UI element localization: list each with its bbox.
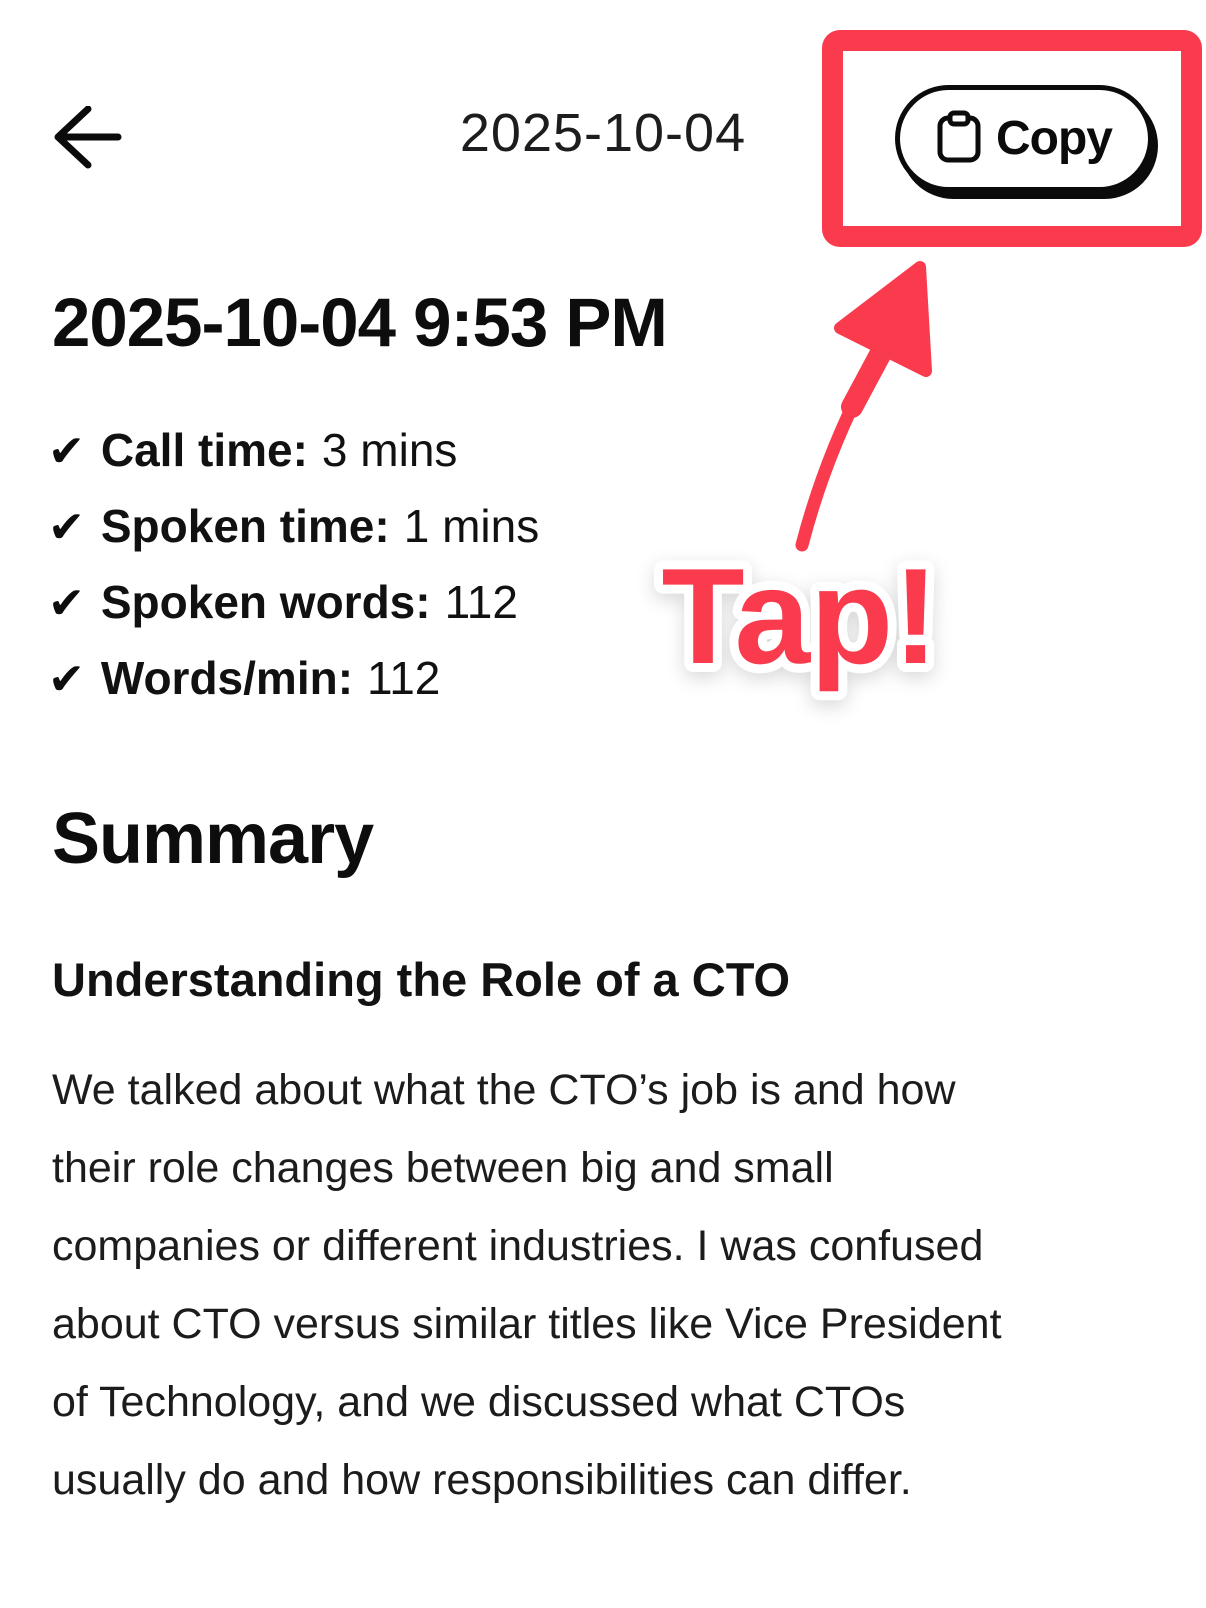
paragraph-line: their role changes between big and small <box>52 1144 834 1192</box>
copy-button[interactable] <box>895 85 1153 192</box>
note-title: 2025-10-04 9:53 PM <box>52 284 667 361</box>
summary-paragraph <box>52 1051 1002 1519</box>
stat-value: 3 mins <box>321 424 458 476</box>
stat-value: 112 <box>367 652 441 704</box>
paragraph-line: companies or different industries. I was confused <box>52 1222 984 1270</box>
paragraph-line: about CTO versus similar titles like Vice President <box>52 1300 1002 1348</box>
stat-value: 112 <box>444 576 518 628</box>
stat-row-spoken-time <box>48 488 539 564</box>
stat-value: 1 mins <box>403 500 540 552</box>
tap-sticker <box>600 510 1000 730</box>
section-heading: Understanding the Role of a CTO <box>52 953 791 1006</box>
stat-label: Spoken time: <box>100 500 390 552</box>
header-date-title: 2025-10-04 <box>459 103 747 163</box>
checkmark-icon: ✔ <box>48 578 85 629</box>
clipboard-icon <box>936 110 982 167</box>
summary-heading: Summary <box>52 799 374 879</box>
paragraph-line: We talked about what the CTO’s job is and how <box>52 1066 956 1114</box>
checkmark-icon: ✔ <box>48 654 85 705</box>
checkmark-icon: ✔ <box>48 426 85 477</box>
tap-label: Tap! <box>661 540 939 692</box>
stat-row-call-time <box>48 412 539 488</box>
paragraph-line: of Technology, and we discussed what CTOs <box>52 1378 906 1426</box>
stats-list <box>48 412 539 716</box>
stat-label: Spoken words: <box>100 576 431 628</box>
stat-label: Words/min: <box>100 652 354 704</box>
paragraph-line: usually do and how responsibilities can differ. <box>52 1456 912 1504</box>
copy-button-label: Copy <box>996 112 1112 165</box>
stat-row-words-per-min <box>48 640 539 716</box>
stat-label: Call time: <box>100 424 308 476</box>
stat-row-spoken-words <box>48 564 539 640</box>
checkmark-icon: ✔ <box>48 502 85 553</box>
